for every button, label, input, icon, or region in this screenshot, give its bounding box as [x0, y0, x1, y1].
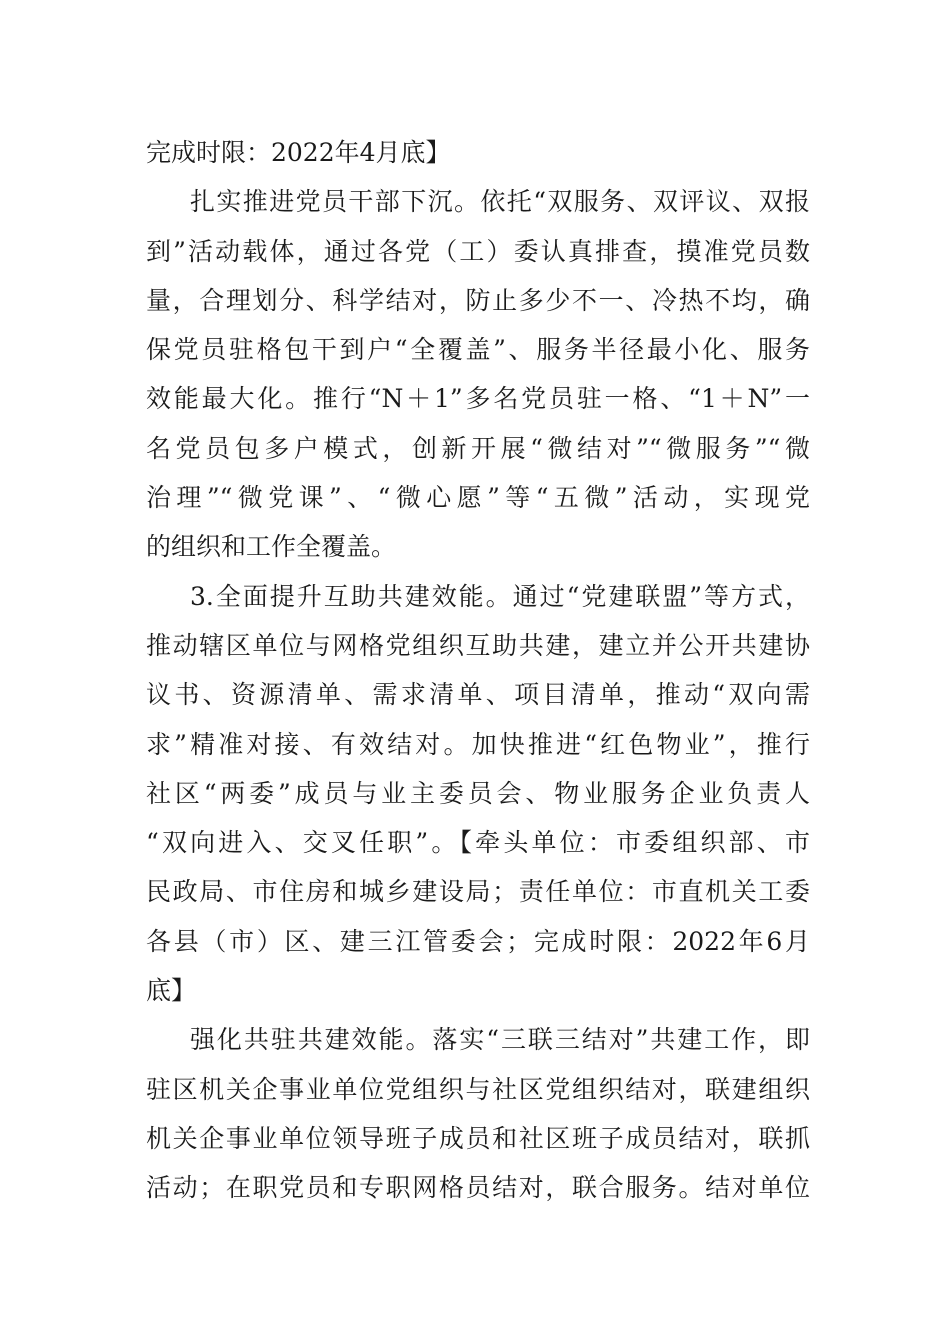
text-line: 民政局、市住房和城乡建设局；责任单位：市直机关工委 [146, 877, 810, 907]
text-line: 社区“两委”成员与业主委员会、物业服务企业负责人 [146, 778, 810, 808]
text-line: 保党员驻格包干到户“全覆盖”、服务半径最小化、服务 [146, 335, 810, 365]
text-line: 活动；在职党员和专职网格员结对，联合服务。结对单位 [146, 1173, 810, 1203]
text-line: 推动辖区单位与网格党组织互助共建，建立并公开共建协 [146, 630, 810, 660]
text-line: 扎实推进党员干部下沉。依托“双服务、双评议、双报 [190, 187, 810, 217]
text-line: 量，合理划分、科学结对，防止多少不一、冷热不均，确 [146, 285, 810, 315]
text-line: 3.全面提升互助共建效能。通过“党建联盟”等方式， [190, 581, 810, 611]
text-line: 名党员包多户模式，创新开展“微结对”“微服务”“微 [146, 433, 810, 463]
text-line: 机关企事业单位领导班子成员和社区班子成员结对，联抓 [146, 1123, 810, 1153]
text-line: 求”精准对接、有效结对。加快推进“红色物业”，推行 [146, 729, 810, 759]
text-line: “双向进入、交叉任职”。【牵头单位：市委组织部、市 [146, 828, 810, 858]
text-line: 效能最大化。推行“N＋1”多名党员驻一格、“1＋N”一 [146, 384, 810, 414]
document-body [146, 128, 810, 1213]
text-line: 议书、资源清单、需求清单、项目清单，推动“双向需 [146, 680, 810, 710]
text-line: 底】 [146, 976, 197, 1006]
text-line: 到”活动载体，通过各党（工）委认真排查，摸准党员数 [146, 236, 810, 266]
text-line: 完成时限：2022年4月底】 [146, 138, 451, 167]
text-line: 强化共驻共建效能。落实“三联三结对”共建工作，即 [190, 1025, 810, 1055]
text-line: 治理”“微党课”、“微心愿”等“五微”活动，实现党 [146, 483, 810, 513]
text-line: 的组织和工作全覆盖。 [146, 532, 397, 562]
text-line: 各县（市）区、建三江管委会；完成时限：2022年6月 [146, 926, 810, 956]
text-line: 驻区机关企事业单位党组织与社区党组织结对，联建组织 [146, 1074, 810, 1104]
